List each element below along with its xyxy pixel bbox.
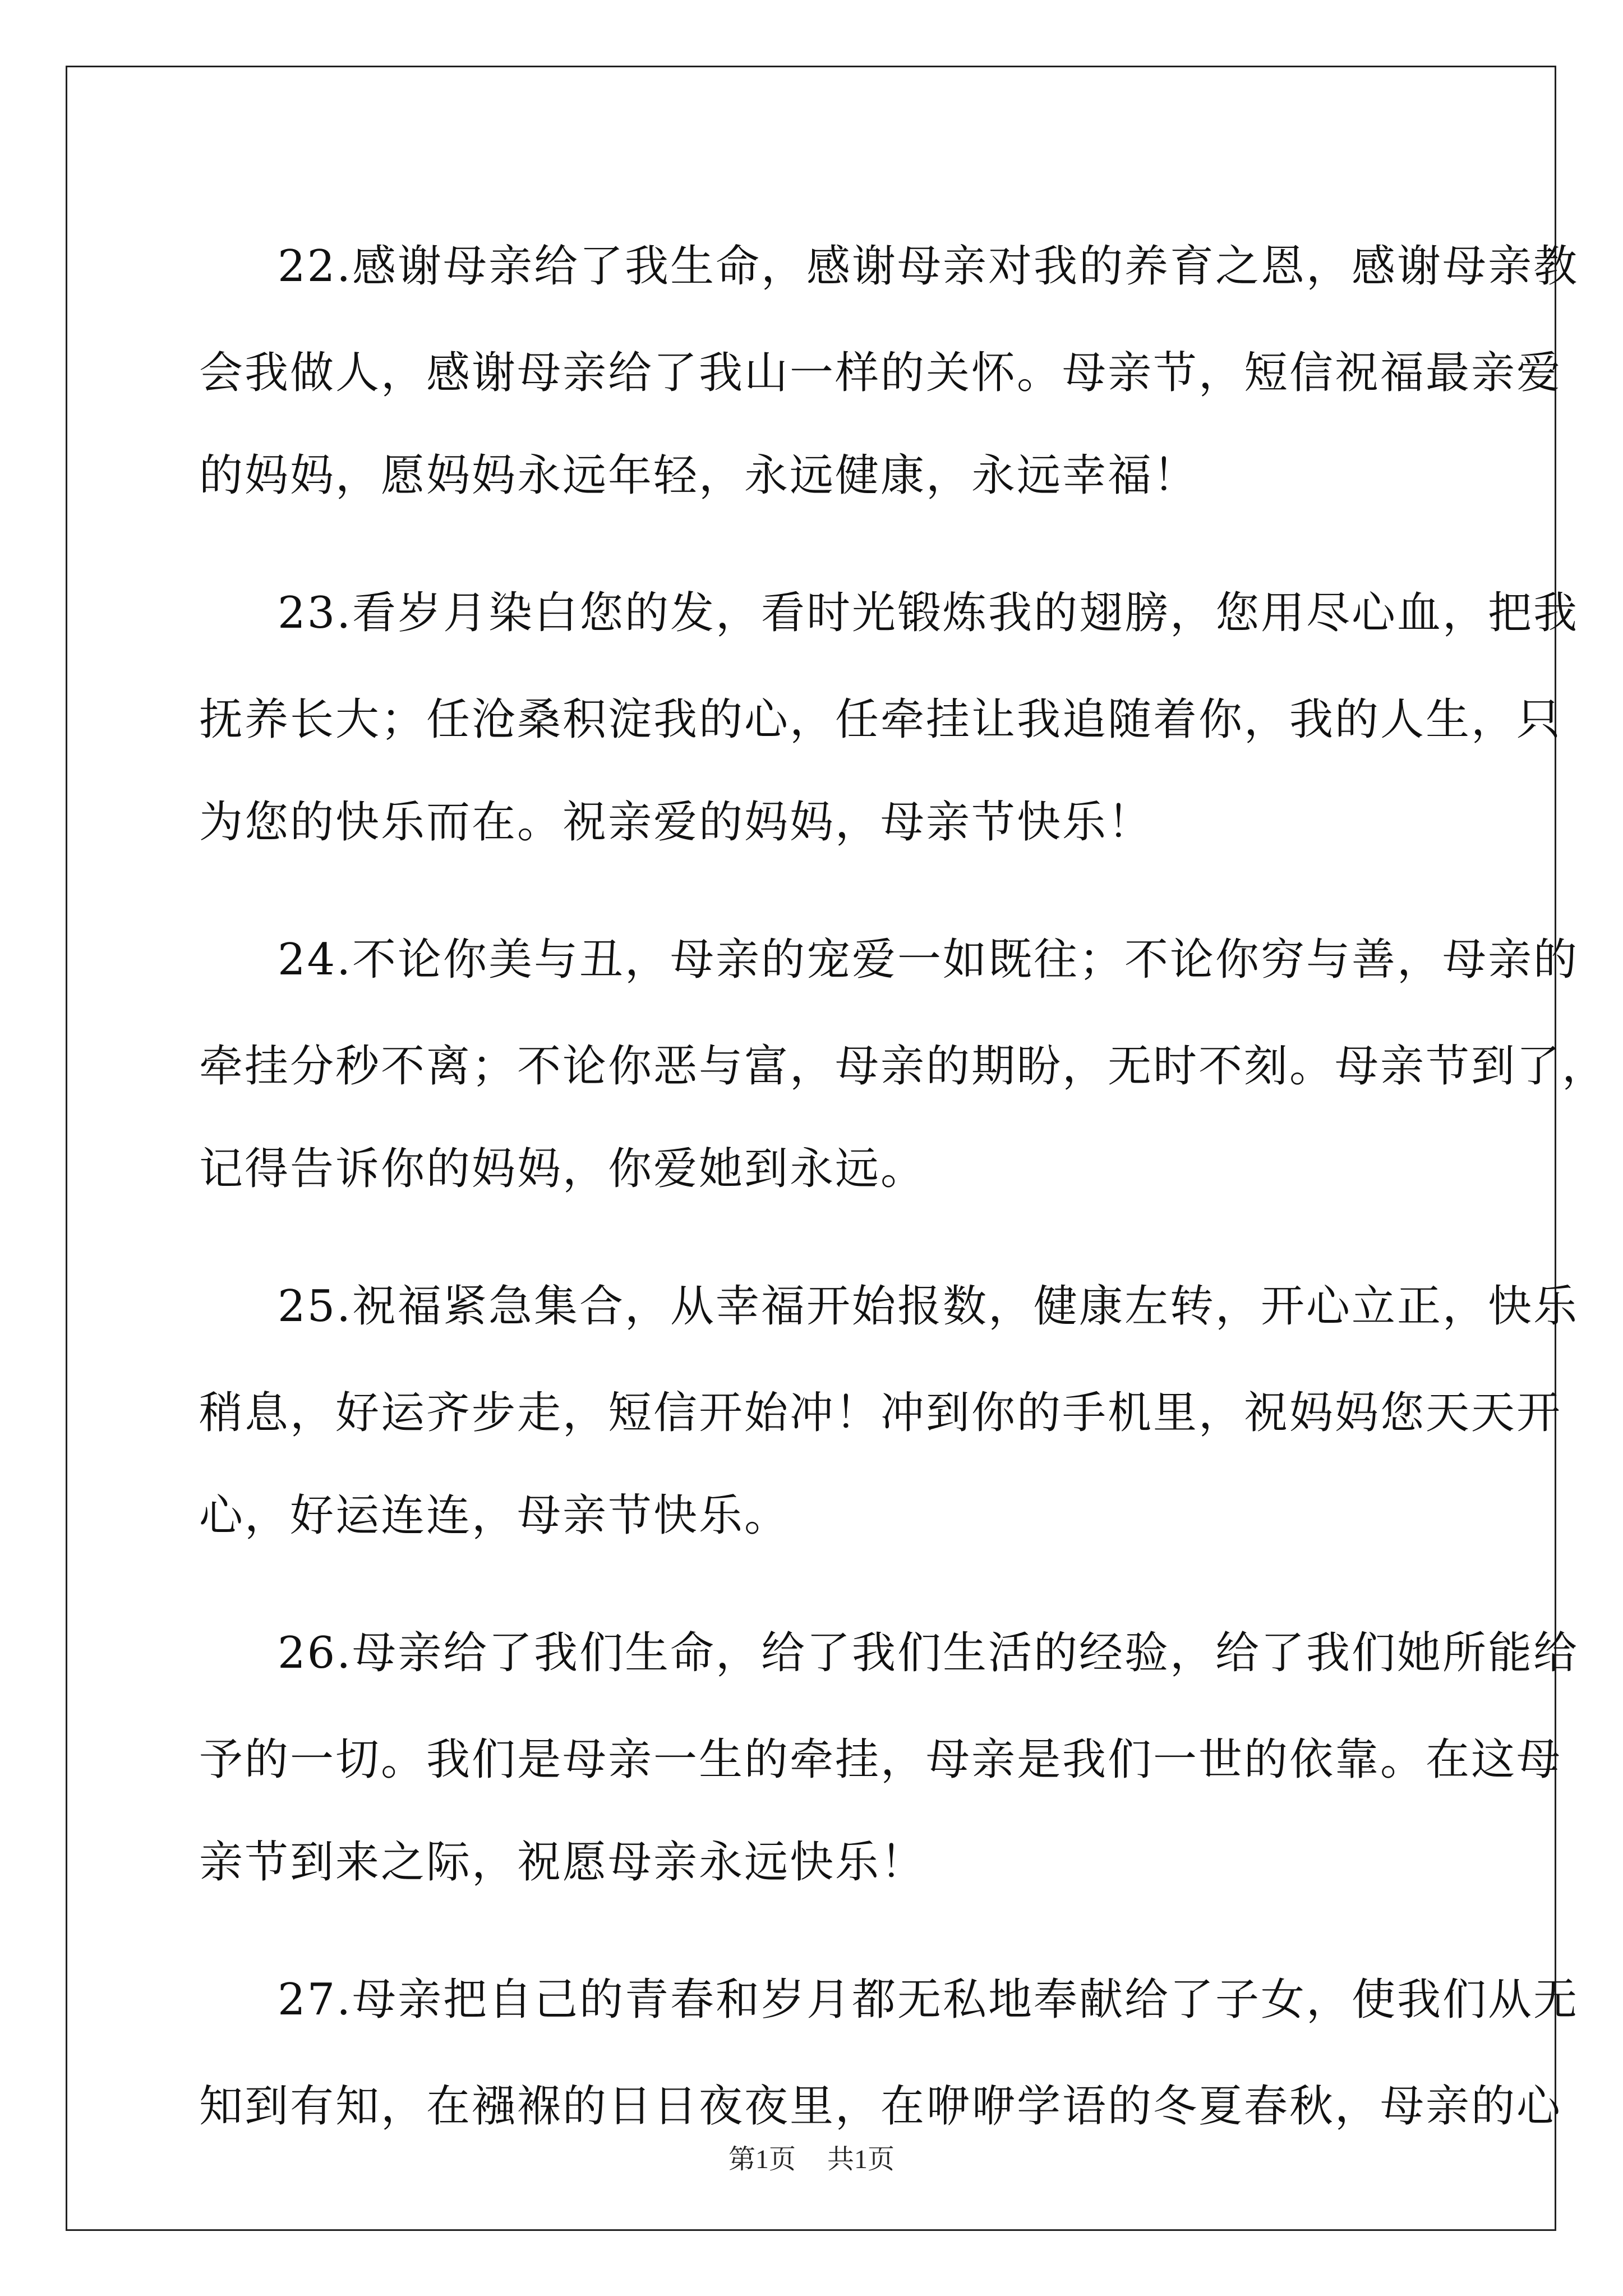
page-footer <box>0 2137 1623 2176</box>
text-line: 稍息，好运齐步走，短信开始冲！冲到你的手机里，祝妈妈您天天开 <box>199 1388 1562 1438</box>
paragraph-23 <box>199 560 1579 872</box>
text-line: 26.母亲给了我们生命，给了我们生活的经验，给了我们她所能给 <box>278 1628 1579 1678</box>
text-line: 为您的快乐而在。祝亲爱的妈妈，母亲节快乐！ <box>199 797 1154 848</box>
paragraph-22 <box>199 213 1579 525</box>
text-line: 25.祝福紧急集合，从幸福开始报数，健康左转，开心立正，快乐 <box>278 1281 1579 1332</box>
text-line: 24.不论你美与丑，母亲的宠爱一如既往；不论你穷与善，母亲的 <box>278 935 1579 985</box>
paragraph-24 <box>199 907 1608 1218</box>
text-line: 知到有知，在襁褓的日日夜夜里，在咿咿学语的冬夏春秋，母亲的心 <box>199 2081 1562 2132</box>
text-line: 亲节到来之际，祝愿母亲永远快乐！ <box>199 1837 926 1888</box>
text-line: 23.看岁月染白您的发，看时光锻炼我的翅膀，您用尽心血，把我 <box>278 588 1579 638</box>
document-body <box>199 213 1608 2194</box>
text-line: 27.母亲把自己的青春和岁月都无私地奉献给了子女，使我们从无 <box>278 1975 1579 2025</box>
paragraph-25 <box>199 1253 1579 1565</box>
text-line: 记得告诉你的妈妈，你爱她到永远。 <box>199 1144 926 1194</box>
text-line: 会我做人，感谢母亲给了我山一样的关怀。母亲节，短信祝福最亲爱 <box>199 348 1562 398</box>
text-line: 牵挂分秒不离；不论你恶与富，母亲的期盼，无时不刻。母亲节到了， <box>199 1041 1608 1092</box>
text-line: 抚养长大；任沧桑积淀我的心，任牵挂让我追随着你，我的人生，只 <box>199 694 1562 745</box>
page-number: 第1页 <box>728 2145 796 2174</box>
page-total: 共1页 <box>827 2145 895 2174</box>
text-line: 心，好运连连，母亲节快乐。 <box>199 1490 790 1541</box>
paragraph-26 <box>199 1600 1579 1912</box>
text-line: 予的一切。我们是母亲一生的牵挂，母亲是我们一世的依靠。在这母 <box>199 1734 1562 1785</box>
paragraph-27 <box>199 1947 1579 2160</box>
text-line: 22.感谢母亲给了我生命，感谢母亲对我的养育之恩，感谢母亲教 <box>278 241 1579 292</box>
text-line: 的妈妈，愿妈妈永远年轻，永远健康，永远幸福！ <box>199 450 1199 501</box>
